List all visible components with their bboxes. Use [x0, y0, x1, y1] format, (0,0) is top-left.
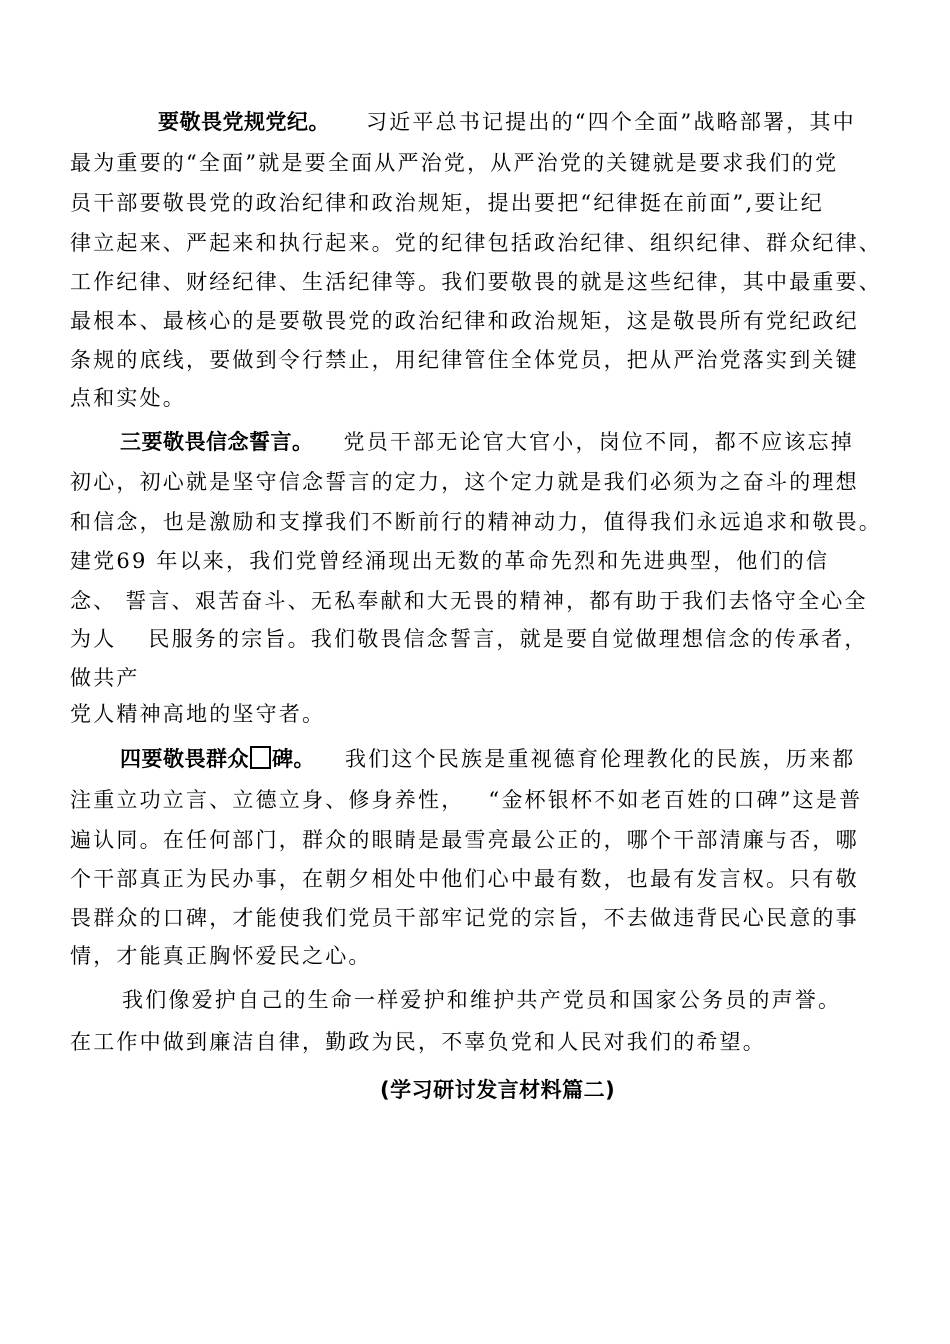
section2-line-5: 念、 誓言、艰苦奋斗、无私奉献和大无畏的精神，都有助于我们去恪守全心全 [70, 589, 868, 613]
section1-line-2: 最为重要的“全面”就是要全面从严治党，从严治党的关键就是要求我们的党 [70, 151, 839, 175]
section2-line-4: 建党69 年以来，我们党曾经涌现出无数的革命先烈和先进典型，他们的信 [70, 549, 830, 573]
section2-text: 党员干部无论官大官小，岗位不同，都不应该忘掉 [343, 430, 854, 454]
section3-line-6: 情，才能真正胸怀爱民之心。 [70, 944, 372, 968]
section2-text-a: 为人 [70, 627, 117, 651]
section1-line-5: 工作纪律、财经纪律、生活纪律等。我们要敬畏的就是这些纪律，其中最重要、 [70, 270, 882, 294]
section2-heading: 三要敬畏信念誓言。 [120, 430, 314, 454]
section1-text: 习近平总书记提出的“四个全面”战略部署，其中 [366, 110, 856, 134]
section1-line-4: 律立起来、严起来和执行起来。党的纪律包括政治纪律、组织纪律、群众纪律、 [70, 231, 882, 255]
section3-line-4: 个干部真正为民办事，在朝夕相处中他们心中最有数，也最有发言权。只有敬 [70, 867, 859, 891]
section2-line-8: 党人精神高地的坚守者。 [70, 702, 326, 726]
section3-heading [120, 747, 315, 771]
next-section-title: (学习研讨发言材料篇二) [380, 1078, 616, 1102]
section2-line-6 [70, 624, 868, 654]
section1-line-6: 最根本、最核心的是要敬畏党的政治纪律和政治规矩，这是敬畏所有党纪政纪 [70, 309, 859, 333]
section3-heading-end: 碑。 [272, 747, 315, 771]
section1-line-8: 点和实处。 [70, 386, 186, 410]
section1-line-3: 员干部要敬畏党的政治纪律和政治规矩，提出要把“纪律挺在前面”,要让纪 [70, 191, 824, 215]
section1-heading: 要敬畏党规党纪。 [158, 110, 330, 134]
section3-heading-start: 四要敬畏群众 [120, 747, 249, 771]
section3-line-2 [70, 785, 862, 815]
section1-line-7: 条规的底线，要做到令行禁止，用纪律管住全体党员，把从严治党落实到关键 [70, 348, 859, 372]
section3-text-a: 注重立功立言、立德立身、修身养性， [70, 788, 465, 812]
closing-line-1 [70, 985, 841, 1015]
section3-text: 我们这个民族是重视德育伦理教化的民族，历来都 [345, 747, 856, 771]
missing-glyph-box-icon [250, 746, 271, 769]
section3-line-3: 遍认同。在任何部门，群众的眼睛是最雪亮最公正的，哪个干部清廉与否，哪 [70, 828, 859, 852]
section3-line-1 [70, 744, 855, 774]
section1-line-1 [70, 107, 856, 137]
section2-line-1 [70, 427, 854, 457]
section3-line-5: 畏群众的口碑，才能使我们党员干部牢记党的宗旨，不去做违背民心民意的事 [70, 906, 859, 930]
closing-line-2: 在工作中做到廉洁自律，勤政为民，不辜负党和人民对我们的希望。 [70, 1030, 766, 1054]
section2-line-3: 和信念，也是激励和支撑我们不断前行的精神动力，值得我们永远追求和敬畏。 [70, 510, 882, 534]
section2-text-b: 民服务的宗旨。我们敬畏信念誓言，就是要自觉做理想信念的传承者， [148, 627, 868, 651]
closing-text-1: 我们像爱护自己的生命一样爱护和维护共产党员和国家公务员的声誉。 [122, 988, 842, 1012]
section3-text-b: “金杯银杯不如老百姓的口碑”这是普 [488, 788, 863, 812]
section2-line-7: 做共产 [70, 666, 140, 690]
section2-line-2: 初心，初心就是坚守信念誓言的定力，这个定力就是我们必须为之奋斗的理想 [70, 470, 859, 494]
